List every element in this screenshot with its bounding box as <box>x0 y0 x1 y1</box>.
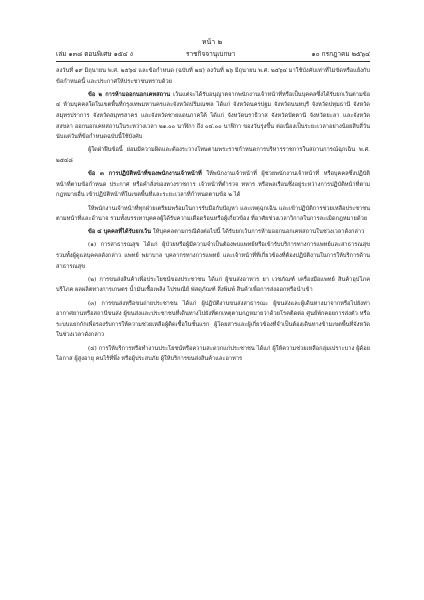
header-gazette-title: ราชกิจจานุเบกษา <box>186 50 236 58</box>
clause-3 <box>56 169 370 201</box>
clause-4-item: (๔) การให้บริการหรือทำงานประโยชน์หรือความสะดวกแก่ประชาชน ได้แก่ ผู้ให้ความช่วยเหลือกลุ่มเปราะบาง ผู้ด้อยโอกาส ผู้สูงอายุ คนไร้ที่พึ่ง หรือผู้ประสบภัย ผู้ให้บริการขนส่งสินค้าและอาหาร <box>56 345 370 363</box>
running-header <box>56 48 370 60</box>
clause-2-text: เว้นแต่จะได้รับอนุญาตจากพนักงานเจ้าหน้าที่หรือเป็นบุคคลซึ่งได้รับยกเว้นตามข้อ ๔ ห้ามบุคคลใดในเขตพื้นที่กรุงเทพมหานครและจังหวัดปริมณฑล ได้แก่ จังหวัดนครปฐม จังหวัดนนทบุรี จังหวัดปทุมธานี จังหวัดสมุทรปราการ จังหวัดสมุทรสาคร และจังหวัดชายแดนภาคใต้ ได้แก่ จังหวัดนราธิวาส จังหวัดปัตตานี จังหวัดยะลา และจังหวัดสงขลา ออกนอกเคหสถานในระหว่างเวลา ๒๑.๐๐ นาฬิกา ถึง ๐๔.๐๐ นาฬิกา ของวันรุ่งขึ้น ต่อเนื่องเป็นระยะเวลาอย่างน้อยสิบสี่วันนับแต่วันที่ข้อกำหนดฉบับนี้ใช้บังคับ <box>56 91 370 141</box>
clause-4-text: ให้บุคคลตามกรณีดังต่อไปนี้ ได้รับยกเว้นการห้ามออกนอกเคหสถานในช่วงเวลาดังกล่าว <box>152 229 365 236</box>
page-number: หน้า ๒ <box>201 38 223 46</box>
clause-3-paragraph-2: ให้พนักงานเจ้าหน้าที่ทุกฝ่ายเตรียมพร้อมในการรับมือกับปัญหา และเหตุฉุกเฉิน และเข้าปฏิบัติการช่วยเหลือประชาชนตามหน้าที่และอำนาจ รวมทั้งบรรเทาบุคคลผู้ได้รับความเดือดร้อนหรือผู้เกี่ยวข้อง ที่อาศัยช่วงเวลาวิกาลในการละเมิดกฎหมายด้วย <box>56 205 370 223</box>
clause-4-item: (๑) การสาธารณสุข ได้แก่ ผู้ป่วยหรือผู้มีความจำเป็นต้องพบแพทย์หรือเข้ารับบริการทางการแพทย์และสาธารณสุขรวมทั้งผู้ดูแลบุคคลดังกล่าว แพทย์ พยาบาล บุคลากรทางการแพทย์ และเจ้าหน้าที่ที่เกี่ยวข้องที่ต้องปฏิบัติงานในการให้บริการด้านสาธารณสุข <box>56 242 370 270</box>
header-date: ๑๐ กรกฎาคม ๒๕๖๔ <box>311 50 370 58</box>
clause-3-text: ให้พนักงานเจ้าหน้าที่ ผู้ช่วยพนักงานเจ้าหน้าที่ หรือบุคคลซึ่งปฏิบัติหน้าที่ตามข้อกำหนด ประกาศ หรือคำสั่งของทางราชการ เจ้าหน้าที่ตำรวจ ทหาร หรือพลเรือนซึ่งอยู่ระหว่างการปฏิบัติหน้าที่ตามกฎหมายอื่น เข้าปฏิบัติหน้าที่ในเขตพื้นที่และระยะเวลาที่กำหนดตามข้อ ๒ ได้ <box>56 171 371 199</box>
intro-paragraph: ลงวันที่ ๑๙ มิถุนายน พ.ศ. ๒๕๖๔ และข้อกำหนด (ฉบับที่ ๒๔) ลงวันที่ ๒๖ มิถุนายน พ.ศ. ๒๕๖๔ มาใช้บังคับเท่าที่ไม่ขัดหรือแย้งกับข้อกำหนดนี้ และประกาศให้ประชาชนทราบด้วย <box>56 68 370 85</box>
clause-4-item: (๒) การขนส่งสินค้าเพื่อประโยชน์ของประชาชน ได้แก่ ผู้ขนส่งอาหาร ยา เวชภัณฑ์ เครื่องมือแพทย์ สินค้าอุปโภคบริโภค ผลผลิตทางการเกษตร น้ำมันเชื้อเพลิง ไปรษณีย์ พัสดุภัณฑ์ สิ่งพิมพ์ สินค้าเพื่อการส่งออกหรือนำเข้า <box>56 276 370 294</box>
clause-3-label: ข้อ ๓ การปฏิบัติหน้าที่ของพนักงานเจ้าหน้าที่ <box>88 171 202 178</box>
clause-2-penalty: ผู้ใดฝ่าฝืนข้อนี้ ย่อมมีความผิดและต้องระวางโทษตามพระราชกำหนดการบริหารราชการในสถานการณ์ฉุกเฉิน พ.ศ. ๒๕๔๘ <box>56 147 370 164</box>
clause-4 <box>56 227 370 238</box>
clause-4-label: ข้อ ๔ บุคคลที่ได้รับยกเว้น <box>88 229 152 236</box>
header-volume: เล่ม ๑๓๘ ตอนพิเศษ ๑๕๔ ง <box>56 50 133 58</box>
clause-4-item: (๓) การขนส่งหรือขนถ่ายประชาชน ได้แก่ ผู้ปฏิบัติงานขนส่งสาธารณะ ผู้ขนส่งและผู้เดินทางมาจากหรือไปยังท่าอากาศยานหรือสถานีขนส่ง ผู้ขนส่งและประชาชนที่เดินทางไปยังที่ตกเหตุตามกฎหมายว่าด้วยโรคติดต่อ ศูนย์พักคอยการส่งตัว หรือระบบแยกกักเพื่อรองรับการให้ความช่วยเหลือผู้ติดเชื้อในชั้นแรก ผู้โดยสารและผู้เกี่ยวข้องที่จำเป็นต้องเดินทางข้ามเขตพื้นที่จังหวัดในช่วงเวลาดังกล่าว <box>56 300 370 339</box>
header-divider <box>56 61 370 62</box>
document-body <box>56 66 370 367</box>
clause-2 <box>56 90 370 143</box>
clause-2-label: ข้อ ๒ การห้ามออกนอกเคหสถาน <box>88 91 171 98</box>
